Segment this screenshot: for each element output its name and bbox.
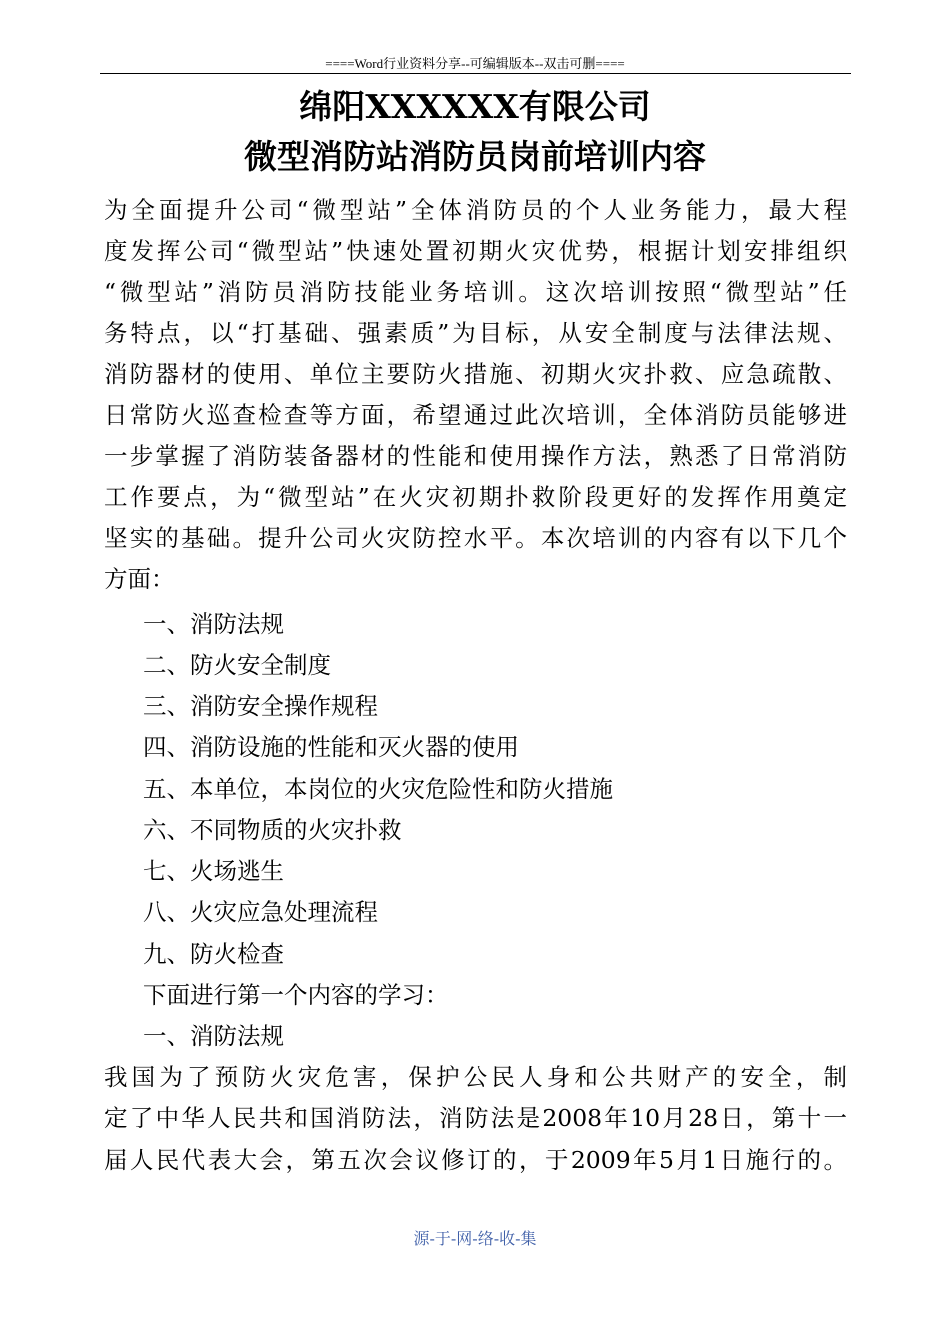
intro-line: 度发挥公司“微型站”快速处置初期火灾优势，根据计划安排组织 [104, 237, 847, 265]
topic-item: 六、不同物质的火灾扑救 [143, 816, 402, 844]
document-title-company: 绵阳XXXXXX有限公司 [299, 87, 651, 126]
intro-line: 方面： [104, 565, 175, 593]
intro-line: 为全面提升公司“微型站”全体消防员的个人业务能力，最大程 [104, 196, 847, 224]
topic-item: 一、消防法规 [143, 610, 284, 638]
topic-item: 七、火场逃生 [143, 857, 284, 885]
header-banner-text: ====Word行业资料分享--可编辑版本--双击可删==== [325, 56, 625, 71]
topic-item: 三、消防安全操作规程 [143, 692, 378, 720]
law-line: 定了中华人民共和国消防法，消防法是2008年10月28日，第十一 [104, 1104, 847, 1132]
topic-item: 五、本单位，本岗位的火灾危险性和防火措施 [143, 775, 613, 803]
intro-line: 消防器材的使用、单位主要防火措施、初期火灾扑救、应急疏散、 [104, 360, 847, 388]
law-line: 届人民代表大会，第五次会议修订的，于2009年5月1日施行的。 [104, 1146, 847, 1174]
topic-item: 九、防火检查 [143, 940, 284, 968]
topic-item: 四、消防设施的性能和灭火器的使用 [143, 733, 519, 761]
intro-line: 坚实的基础。提升公司火灾防控水平。本次培训的内容有以下几个 [104, 524, 847, 552]
page-footer: 源-于-网-络-收-集 [413, 1229, 537, 1248]
lead-in-text: 下面进行第一个内容的学习： [143, 981, 449, 1009]
header-divider [100, 73, 851, 74]
section-heading: 一、消防法规 [143, 1022, 284, 1050]
topic-item: 八、火灾应急处理流程 [143, 898, 378, 926]
intro-line: 工作要点，为“微型站”在火灾初期扑救阶段更好的发挥作用奠定 [104, 483, 847, 511]
intro-line: 一步掌握了消防装备器材的性能和使用操作方法，熟悉了日常消防 [104, 442, 847, 470]
intro-line: 日常防火巡查检查等方面，希望通过此次培训，全体消防员能够进 [104, 401, 847, 429]
law-line: 我国为了预防火灾危害，保护公民人身和公共财产的安全，制 [104, 1063, 847, 1091]
intro-line: 务特点，以“打基础、强素质”为目标，从安全制度与法律法规、 [104, 319, 847, 347]
document-title-subject: 微型消防站消防员岗前培训内容 [244, 137, 706, 176]
topic-item: 二、防火安全制度 [143, 651, 331, 679]
intro-line: “微型站”消防员消防技能业务培训。这次培训按照“微型站”任 [104, 278, 847, 306]
